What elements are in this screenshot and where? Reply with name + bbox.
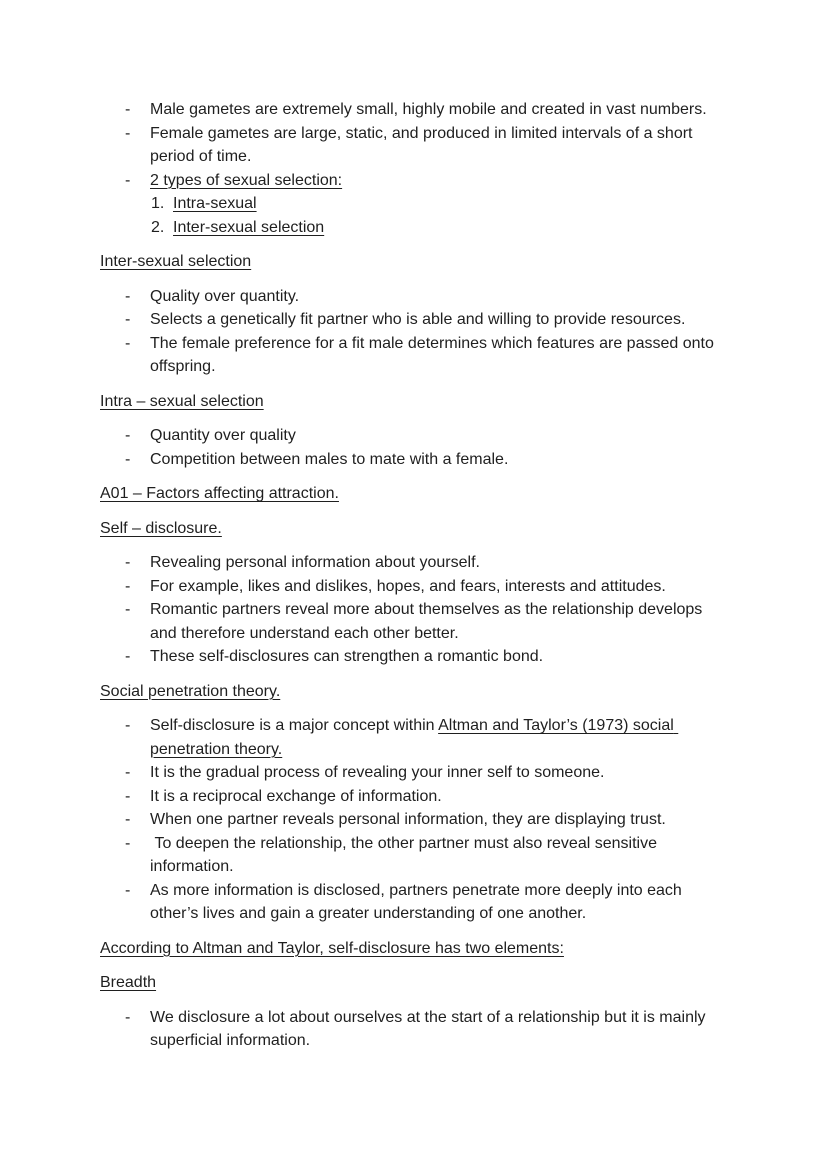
text-run: As more information is disclosed, partners penetrate more deeply into each other’s lives and gain a greater understanding of one another.: [150, 881, 687, 922]
list-item: [100, 332, 728, 379]
section-heading-text: A01 – Factors affecting attraction.: [100, 485, 339, 502]
list-item-text: [150, 1009, 710, 1050]
dash-bullet-icon: -: [125, 577, 131, 595]
dash-bullet-icon: -: [125, 1008, 131, 1026]
text-run: Quantity over quality: [150, 427, 296, 444]
dash-bullet-icon: -: [125, 450, 131, 468]
section-heading: [100, 482, 728, 506]
list-item-text: [150, 764, 604, 781]
numbered-list: [150, 192, 728, 239]
text-run: Female gametes are large, static, and produced in limited intervals of a short period of time.: [150, 124, 697, 165]
text-run: It is the gradual process of revealing your inner self to someone.: [150, 764, 605, 781]
list-item-text: [150, 451, 508, 468]
text-run: Romantic partners reveal more about themselves as the relationship develops and therefore understand each other better.: [150, 601, 707, 642]
list-item-text: [150, 101, 707, 118]
list-item-text: [150, 335, 718, 376]
list-item: [100, 832, 728, 879]
list-item-text: [150, 811, 666, 828]
list-item: [100, 761, 728, 785]
text-run: Selects a genetically fit partner who is able and willing to provide resources.: [150, 311, 686, 328]
section-heading-text: Inter-sexual selection: [100, 253, 252, 270]
text-run: We disclosure a lot about ourselves at the start of a relationship but it is mainly superficial information.: [150, 1008, 710, 1049]
list-item-text: [150, 578, 666, 595]
list-item: [100, 122, 728, 169]
list-item-text: [150, 554, 480, 571]
list-item-text: [150, 288, 299, 305]
section-heading: [100, 517, 728, 541]
list-item: [100, 645, 728, 669]
bullet-list: [100, 714, 728, 926]
section-heading-text: According to Altman and Taylor, self-disclosure has two elements:: [100, 939, 564, 957]
list-item: [100, 169, 728, 240]
section-heading: [100, 390, 728, 414]
bullet-list: [100, 98, 728, 239]
list-item: [100, 575, 728, 599]
dash-bullet-icon: -: [125, 881, 131, 899]
dash-bullet-icon: -: [125, 171, 131, 189]
text-run: These self-disclosures can strengthen a romantic bond.: [150, 648, 544, 665]
section-heading-text: Self – disclosure.: [100, 519, 222, 537]
dash-bullet-icon: -: [125, 334, 131, 352]
section-heading: [100, 680, 728, 704]
dash-bullet-icon: -: [125, 648, 131, 665]
list-item-text: [150, 717, 678, 758]
list-item: [100, 598, 728, 645]
list-item-text: [150, 648, 543, 665]
section-heading-text: Social penetration theory.: [100, 682, 281, 700]
list-item: [100, 551, 728, 575]
text-run: Quality over quantity.: [150, 287, 300, 305]
list-item-text: [150, 882, 686, 923]
list-item-text: [150, 427, 296, 444]
text-run: To deepen the relationship, the other partner must also reveal sensitive information.: [150, 834, 662, 875]
text-run: Competition between males to mate with a female.: [150, 450, 509, 468]
dash-bullet-icon: -: [125, 811, 131, 828]
dash-bullet-icon: -: [125, 717, 131, 734]
list-item-text: [150, 172, 342, 189]
list-item: [100, 785, 728, 809]
dash-bullet-icon: -: [125, 427, 131, 444]
bullet-list: [100, 1006, 728, 1053]
list-item-text: [150, 835, 661, 876]
numbered-item: [150, 216, 728, 240]
dash-bullet-icon: -: [125, 101, 131, 118]
list-item: [100, 285, 728, 309]
dash-bullet-icon: -: [125, 764, 131, 781]
dash-bullet-icon: -: [125, 787, 131, 805]
list-item: [100, 98, 728, 122]
numbered-item-text: Intra-sexual: [173, 195, 257, 212]
text-run: 2 types of sexual selection:: [150, 171, 343, 189]
text-run: When one partner reveals personal information, they are displaying trust.: [150, 811, 666, 828]
list-item: [100, 808, 728, 832]
section-heading-text: Breadth: [100, 974, 157, 991]
dash-bullet-icon: -: [125, 287, 131, 305]
list-item: [100, 448, 728, 472]
text-run: For example, likes and dislikes, hopes, and fears, interests and attitudes.: [150, 577, 666, 595]
text-run: Altman and Taylor’s (1973) social penetration theory.: [150, 717, 679, 758]
list-item: [100, 1006, 728, 1053]
list-item-text: [150, 311, 685, 328]
section-heading-text: Intra – sexual selection: [100, 392, 264, 410]
list-item: [100, 714, 728, 761]
text-run: It is a reciprocal exchange of information.: [150, 787, 442, 805]
list-item-text: [150, 601, 707, 642]
bullet-list: [100, 285, 728, 379]
list-item: [100, 308, 728, 332]
dash-bullet-icon: -: [125, 834, 131, 852]
section-heading: [100, 971, 728, 995]
text-run: Male gametes are extremely small, highly mobile and created in vast numbers.: [150, 101, 707, 118]
text-run: Self-disclosure is a major concept within: [150, 717, 439, 734]
bullet-list: [100, 551, 728, 669]
numbered-item: [150, 192, 728, 216]
list-item-text: [150, 125, 697, 166]
dash-bullet-icon: -: [125, 554, 131, 571]
section-heading: [100, 937, 728, 961]
number-marker: 1.: [151, 195, 165, 212]
text-run: Revealing personal information about yourself.: [150, 554, 480, 571]
list-item: [100, 424, 728, 448]
dash-bullet-icon: -: [125, 124, 131, 142]
text-run: The female preference for a fit male determines which features are passed onto offspring.: [150, 334, 719, 375]
number-marker: 2.: [151, 218, 165, 236]
dash-bullet-icon: -: [125, 601, 131, 618]
list-item-text: [150, 788, 442, 805]
numbered-item-text: Inter-sexual selection: [173, 218, 325, 236]
section-heading: [100, 250, 728, 274]
bullet-list: [100, 424, 728, 471]
list-item: [100, 879, 728, 926]
dash-bullet-icon: -: [125, 311, 131, 328]
